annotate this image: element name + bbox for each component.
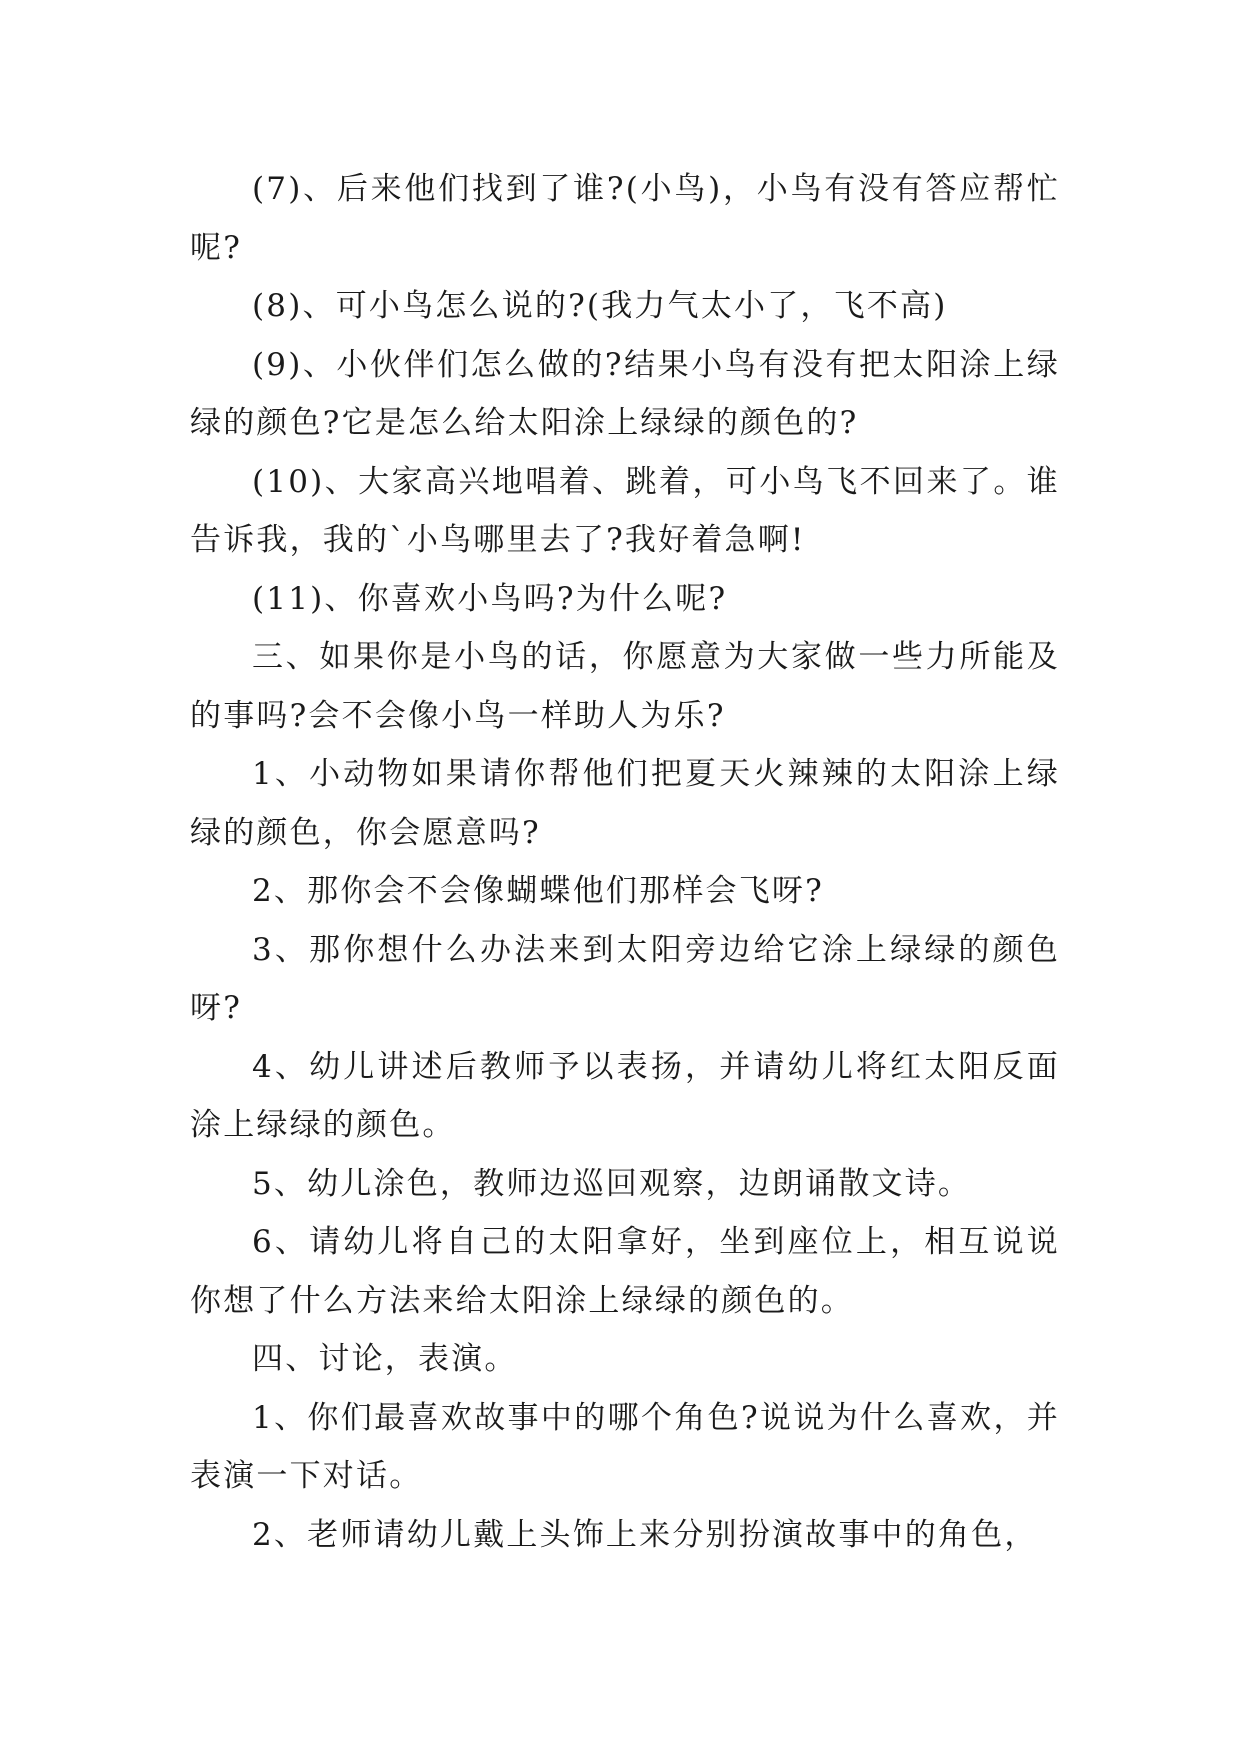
section-three-item-2: 2、那你会不会像蝴蝶他们那样会飞呀? — [252, 873, 824, 909]
section-four-item-2: 2、老师请幼儿戴上头饰上来分别扮演故事中的角色， — [252, 1516, 1038, 1553]
document-body — [190, 160, 1060, 1564]
section-three-heading: 三、如果你是小鸟的话，你愿意为大家做一些力所能及的事吗?会不会像小鸟一样助人为乐? — [190, 639, 1060, 734]
section-three-item-1: 1、小动物如果请你帮他们把夏天火辣辣的太阳涂上绿绿的颜色，你会愿意吗? — [190, 756, 1060, 851]
paragraph-10: (10)、大家高兴地唱着、跳着，可小鸟飞不回来了。谁告诉我，我的`小鸟哪里去了?我好着急啊! — [190, 463, 1060, 558]
paragraph-11: (11)、你喜欢小鸟吗?为什么呢? — [252, 580, 728, 617]
paragraph-9: (9)、小伙伴们怎么做的?结果小鸟有没有把太阳涂上绿绿的颜色?它是怎么给太阳涂上绿绿的颜色的? — [190, 346, 1060, 441]
section-three-item-3: 3、那你想什么办法来到太阳旁边给它涂上绿绿的颜色呀? — [190, 931, 1060, 1026]
section-four-heading: 四、讨论，表演。 — [252, 1341, 518, 1377]
section-four-item-1: 1、你们最喜欢故事中的哪个角色?说说为什么喜欢，并表演一下对话。 — [190, 1399, 1060, 1494]
paragraph-7: (7)、后来他们找到了谁?(小鸟)，小鸟有没有答应帮忙呢? — [190, 171, 1060, 266]
section-three-item-6: 6、请幼儿将自己的太阳拿好，坐到座位上，相互说说你想了什么方法来给太阳涂上绿绿的颜色的。 — [190, 1224, 1060, 1319]
section-three-item-5: 5、幼儿涂色，教师边巡回观察，边朗诵散文诗。 — [252, 1165, 972, 1202]
paragraph-8: (8)、可小鸟怎么说的?(我力气太小了，飞不高) — [252, 288, 948, 324]
section-three-item-4: 4、幼儿讲述后教师予以表扬，并请幼儿将红太阳反面涂上绿绿的颜色。 — [190, 1048, 1060, 1143]
